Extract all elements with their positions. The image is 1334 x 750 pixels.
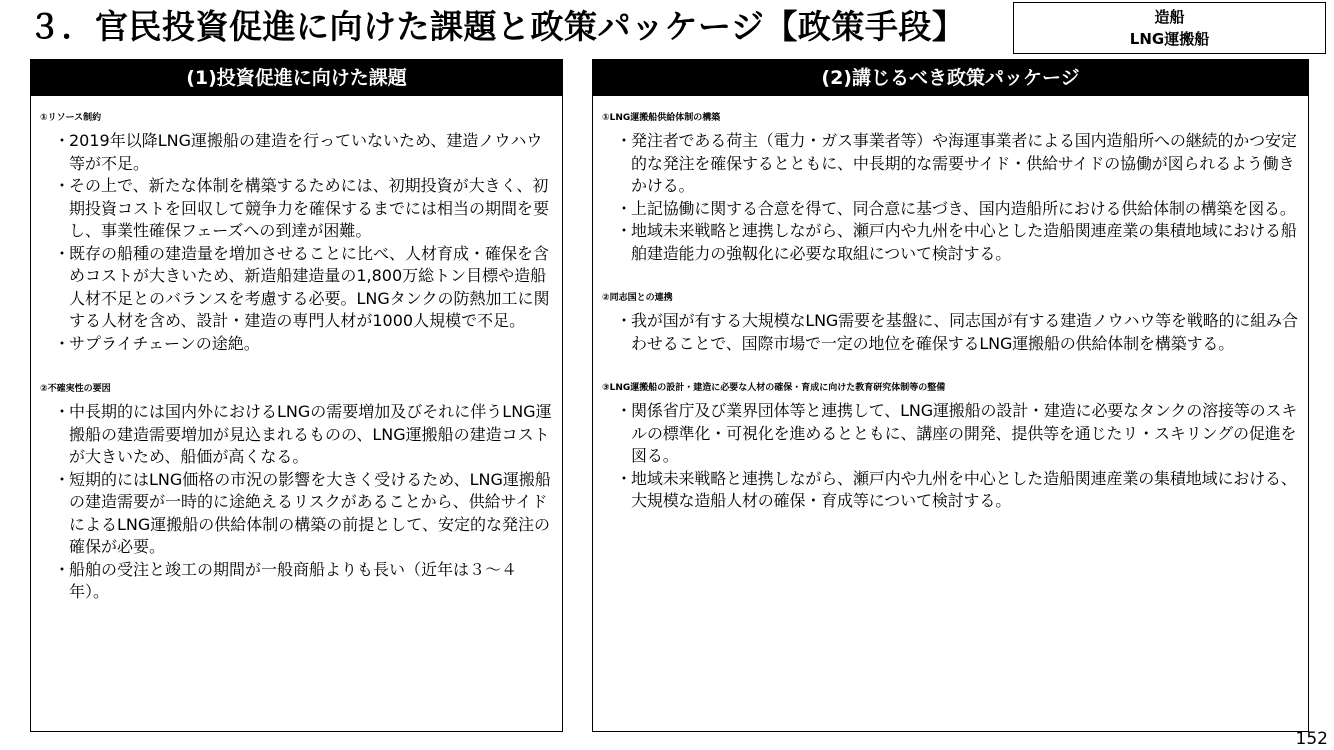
bullet-text: 中長期的には国内外におけるLNGの需要増加及びそれに伴うLNG運搬船の建造需要増加が見込まれるものの、LNG運搬船の建造コストが大きいため、船価が高くなる。 [69,402,552,466]
bullet-marker: ・ [616,468,632,488]
bullet-marker: ・ [616,198,632,218]
category-tag [1013,2,1326,54]
bullet-text: サプライチェーンの途絶。 [69,333,260,353]
bullet-list [40,130,554,355]
bullet-marker: ・ [54,469,71,489]
bullet-list [602,130,1300,265]
bullet-marker: ・ [616,311,632,330]
bullet-text: その上で、新たな体制を構築するためには、初期投資が大きく、初期投資コストを回収して競争力を確保するまでには相当の期間を要し、事業性確保フェーズへの到達が困難。 [69,176,550,240]
bullet-item [40,175,554,243]
bullet-item [602,130,1300,198]
bullet-text: 2019年以降LNG運搬船の建造を行っていないため、建造ノウハウ等が不足。 [69,131,543,173]
section-heading: ①LNG運搬船供給体制の構築 [602,113,721,123]
bullet-text: 短期的にはLNG価格の市況の影響を大きく受けるため、LNG運搬船の建造需要が一時的に途絶えるリスクがあることから、供給サイドによるLNG運搬船の供給体制の構築の前提として、安定的な発注の確保が必要。 [69,469,551,556]
bullet-text: 既存の船種の建造量を増加させることに比べ、人材育成・確保を含めコストが大きいため、新造船建造量の1,800万総トン目標や造船人材不足とのバランスを考慮する必要。LNGタンクの防熱加工に関する人材を含め、設計・建造の専門人材が1000人規模で不足。 [69,243,550,330]
bullet-marker: ・ [616,401,632,420]
bullet-text: 地域未来戦略と連携しながら、瀬戸内や九州を中心とした造船関連産業の集積地域における船舶建造能力の強靱化に必要な取組について検討する。 [631,221,1297,263]
bullet-item [602,198,1300,221]
bullet-marker: ・ [54,333,71,353]
page-title: ３．官民投資促進に向けた課題と政策パッケージ【政策手段】 [28,7,966,46]
section-spacer [602,355,1300,376]
bullet-item [40,243,554,333]
section-spacer [40,355,554,377]
bullet-item [40,333,554,356]
bullet-item [602,220,1300,265]
bullet-marker: ・ [616,221,632,240]
bullet-list [602,400,1300,513]
bullet-item [40,559,554,604]
bullet-list [602,310,1300,355]
bullet-marker: ・ [54,559,71,579]
policy-panel-body [593,96,1308,513]
bullet-marker: ・ [54,176,71,195]
bullet-text: 関係省庁及び業界団体等と連携して、LNG運搬船の設計・建造に必要なタンクの溶接等のスキルの標準化・可視化を進めるとともに、講座の開発、提供等を通じたリ・スキリングの促進を図る。 [631,401,1298,465]
section-heading: ③LNG運搬船の設計・建造に必要な人材の確保・育成に向けた教育研究体制等の整備 [602,383,946,393]
category-tag-line2: LNG運搬船 [1129,30,1210,48]
category-tag-line1: 造船 [1154,8,1185,26]
bullet-item [40,130,554,175]
page-number: 152 [1295,729,1328,749]
bullet-text: 地域未来戦略と連携しながら、瀬戸内や九州を中心とした造船関連産業の集積地域における、大規模な造船人材の確保・育成等について検討する。 [631,468,1297,510]
section-heading: ②不確実性の要因 [40,384,111,394]
policy-panel [592,59,1309,732]
bullet-text: 船舶の受注と竣工の期間が一般商船よりも長い（近年は３～４年）。 [69,559,518,601]
bullet-text: 発注者である荷主（電力・ガス事業者等）や海運事業者による国内造船所への継続的かつ安定的な発注を確保するとともに、中長期的な需要サイド・供給サイドの協働が図られるよう働きかける。 [631,131,1297,195]
bullet-marker: ・ [54,402,71,421]
bullet-text: 我が国が有する大規模なLNG需要を基盤に、同志国が有する建造ノウハウ等を戦略的に組み合わせることで、国際市場で一定の地位を確保するLNG運搬船の供給体制を構築する。 [631,311,1298,353]
bullet-marker: ・ [54,131,71,150]
bullet-list [40,401,554,604]
section-heading: ②同志国との連携 [602,293,673,303]
bullet-item [602,310,1300,355]
bullet-text: 上記協働に関する合意を得て、同合意に基づき、国内造船所における供給体制の構築を図る。 [631,198,1296,218]
issues-panel [30,59,563,732]
issues-panel-body [31,96,562,604]
bullet-item [40,401,554,469]
bullet-marker: ・ [616,131,632,150]
bullet-item [602,400,1300,468]
issues-panel-header: (1)投資促進に向けた課題 [31,60,562,96]
bullet-item [602,468,1300,513]
bullet-marker: ・ [54,243,71,263]
section-spacer [602,265,1300,286]
bullet-item [40,469,554,559]
section-heading: ①リソース制約 [40,113,102,123]
policy-panel-header: (2)講じるべき政策パッケージ [593,60,1308,96]
